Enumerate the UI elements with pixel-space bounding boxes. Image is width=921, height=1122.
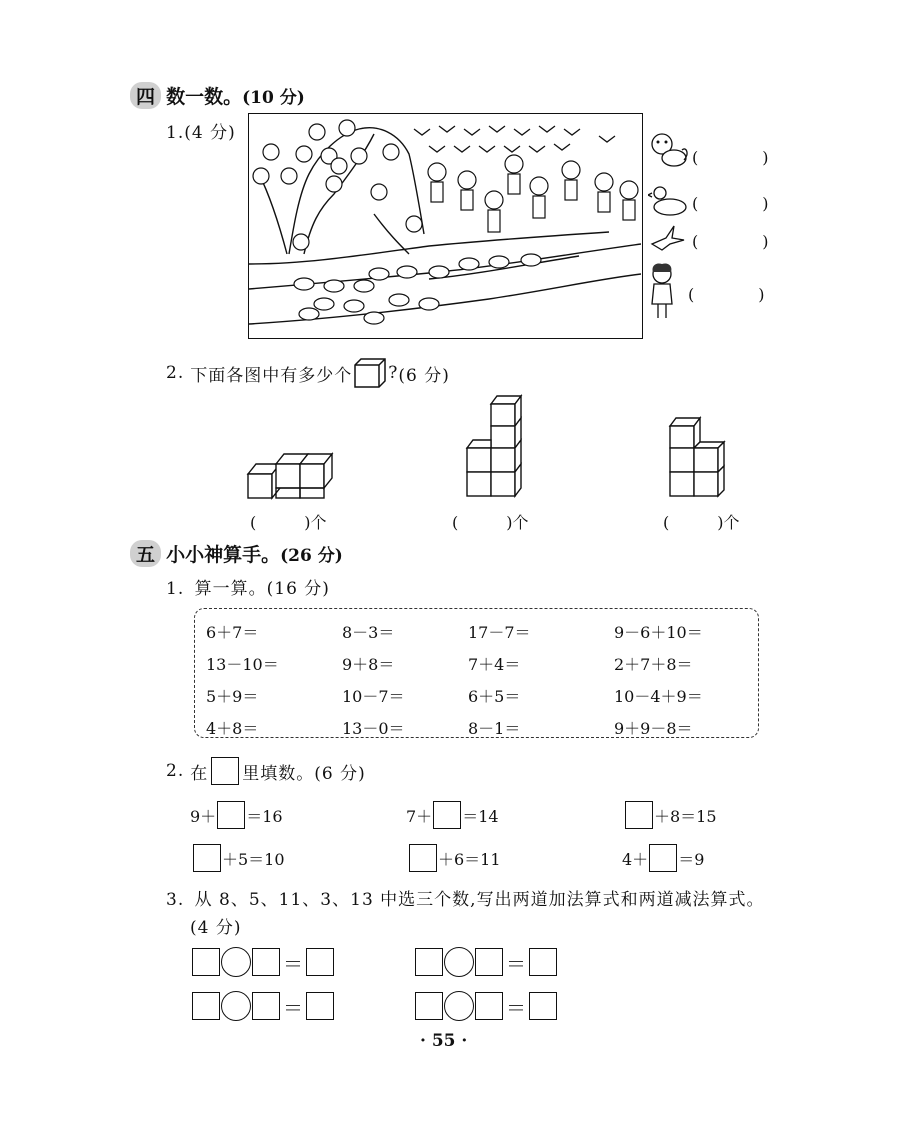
question-4-2: 2. 下面各图中有多少个 ? (6 分) [166,357,450,389]
section-badge: 五 [130,540,161,567]
calc-item[interactable]: 6＋7＝ [206,623,259,642]
question-5-2: 2. 在 里填数。 (6 分) [166,757,366,785]
cube-icon [353,357,387,389]
number-box[interactable] [252,992,280,1020]
calc-item[interactable]: 8－3＝ [342,623,395,642]
fill-item-6: 4＋ ＝9 [622,844,704,872]
section-score: (26 分) [280,546,343,566]
cube-figure-1 [246,450,346,502]
answer-box[interactable] [625,801,653,829]
number-box[interactable] [475,948,503,976]
cube-figure-3 [668,416,728,502]
count-answer-monkey[interactable] [648,130,688,174]
counting-scene-picture [248,113,643,339]
question-5-3: 3. 从 8、5、11、3、13 中选三个数,写出两道加法算式和两道减法算式。 [166,890,765,910]
count-answer-duck[interactable] [648,183,688,223]
equation-template-2: ＝ [415,947,557,977]
calc-item[interactable]: 6＋5＝ [468,687,521,706]
calc-item[interactable]: 13－0＝ [342,719,405,738]
calc-item[interactable]: 13－10＝ [206,655,279,674]
section-badge: 四 [130,82,161,109]
equation-template-4: ＝ [415,991,557,1021]
section-score: (10 分) [242,88,305,108]
cube-answer-2[interactable]: ( )个 [452,513,529,532]
count-answer-bird[interactable] [648,222,688,258]
answer-box[interactable] [433,801,461,829]
fill-item-5: ＋6＝11 [408,844,501,872]
answer-box[interactable] [649,844,677,872]
calc-item[interactable]: 10－7＝ [342,687,405,706]
operator-circle[interactable] [221,947,251,977]
question-5-1-label: 1. 算一算。(16 分) [166,579,330,599]
duck-icon [648,183,688,219]
calc-item[interactable]: 5＋9＝ [206,687,259,706]
equation-template-3: ＝ [192,991,334,1021]
monkey-icon [648,130,688,170]
question-5-3-score: (4 分) [190,918,242,938]
number-box[interactable] [415,992,443,1020]
calc-item[interactable]: 9＋9－8＝ [614,719,693,738]
number-box[interactable] [192,948,220,976]
count-blank-monkey[interactable]: ( ) [692,148,769,167]
calculation-grid [206,620,746,739]
calc-item[interactable]: 2＋7＋8＝ [614,655,693,674]
section-title: 数一数。 [166,86,243,108]
section-5-heading [130,540,343,567]
operator-circle[interactable] [221,991,251,1021]
count-answer-child[interactable] [648,262,680,326]
cube-answer-1[interactable]: ( )个 [250,513,327,532]
number-box[interactable] [192,992,220,1020]
number-box[interactable] [415,948,443,976]
number-box[interactable] [475,992,503,1020]
calc-item[interactable]: 10－4＋9＝ [614,687,703,706]
result-box[interactable] [306,948,334,976]
question-4-1-label: 1.(4 分) [166,123,236,143]
calc-item[interactable]: 17－7＝ [468,623,531,642]
page-number: · 55 · [420,1031,468,1051]
cube-answer-3[interactable]: ( )个 [663,513,740,532]
count-blank-duck[interactable]: ( ) [692,194,769,213]
cube-figure-2 [465,394,525,502]
calc-item[interactable]: 4＋8＝ [206,719,259,738]
blank-box-icon [211,757,239,785]
calc-item[interactable]: 9－6＋10＝ [614,623,703,642]
section-title: 小小神算手。 [166,544,281,566]
answer-box[interactable] [193,844,221,872]
result-box[interactable] [306,992,334,1020]
section-4-heading [130,82,305,109]
count-blank-child[interactable]: ( ) [688,285,765,304]
operator-circle[interactable] [444,991,474,1021]
calc-item[interactable]: 9＋8＝ [342,655,395,674]
fill-item-2: 7＋ ＝14 [406,801,499,829]
result-box[interactable] [529,948,557,976]
fill-item-1: 9＋ ＝16 [190,801,283,829]
calc-item[interactable]: 7＋4＝ [468,655,521,674]
answer-box[interactable] [409,844,437,872]
answer-box[interactable] [217,801,245,829]
equation-template-1: ＝ [192,947,334,977]
child-icon [648,262,680,322]
bird-icon [648,222,688,254]
fill-item-3: ＋8＝15 [624,801,717,829]
operator-circle[interactable] [444,947,474,977]
fill-item-4: ＋5＝10 [192,844,285,872]
number-box[interactable] [252,948,280,976]
result-box[interactable] [529,992,557,1020]
calc-item[interactable]: 8－1＝ [468,719,521,738]
count-blank-bird[interactable]: ( ) [692,232,769,251]
scene-illustration [249,114,641,337]
